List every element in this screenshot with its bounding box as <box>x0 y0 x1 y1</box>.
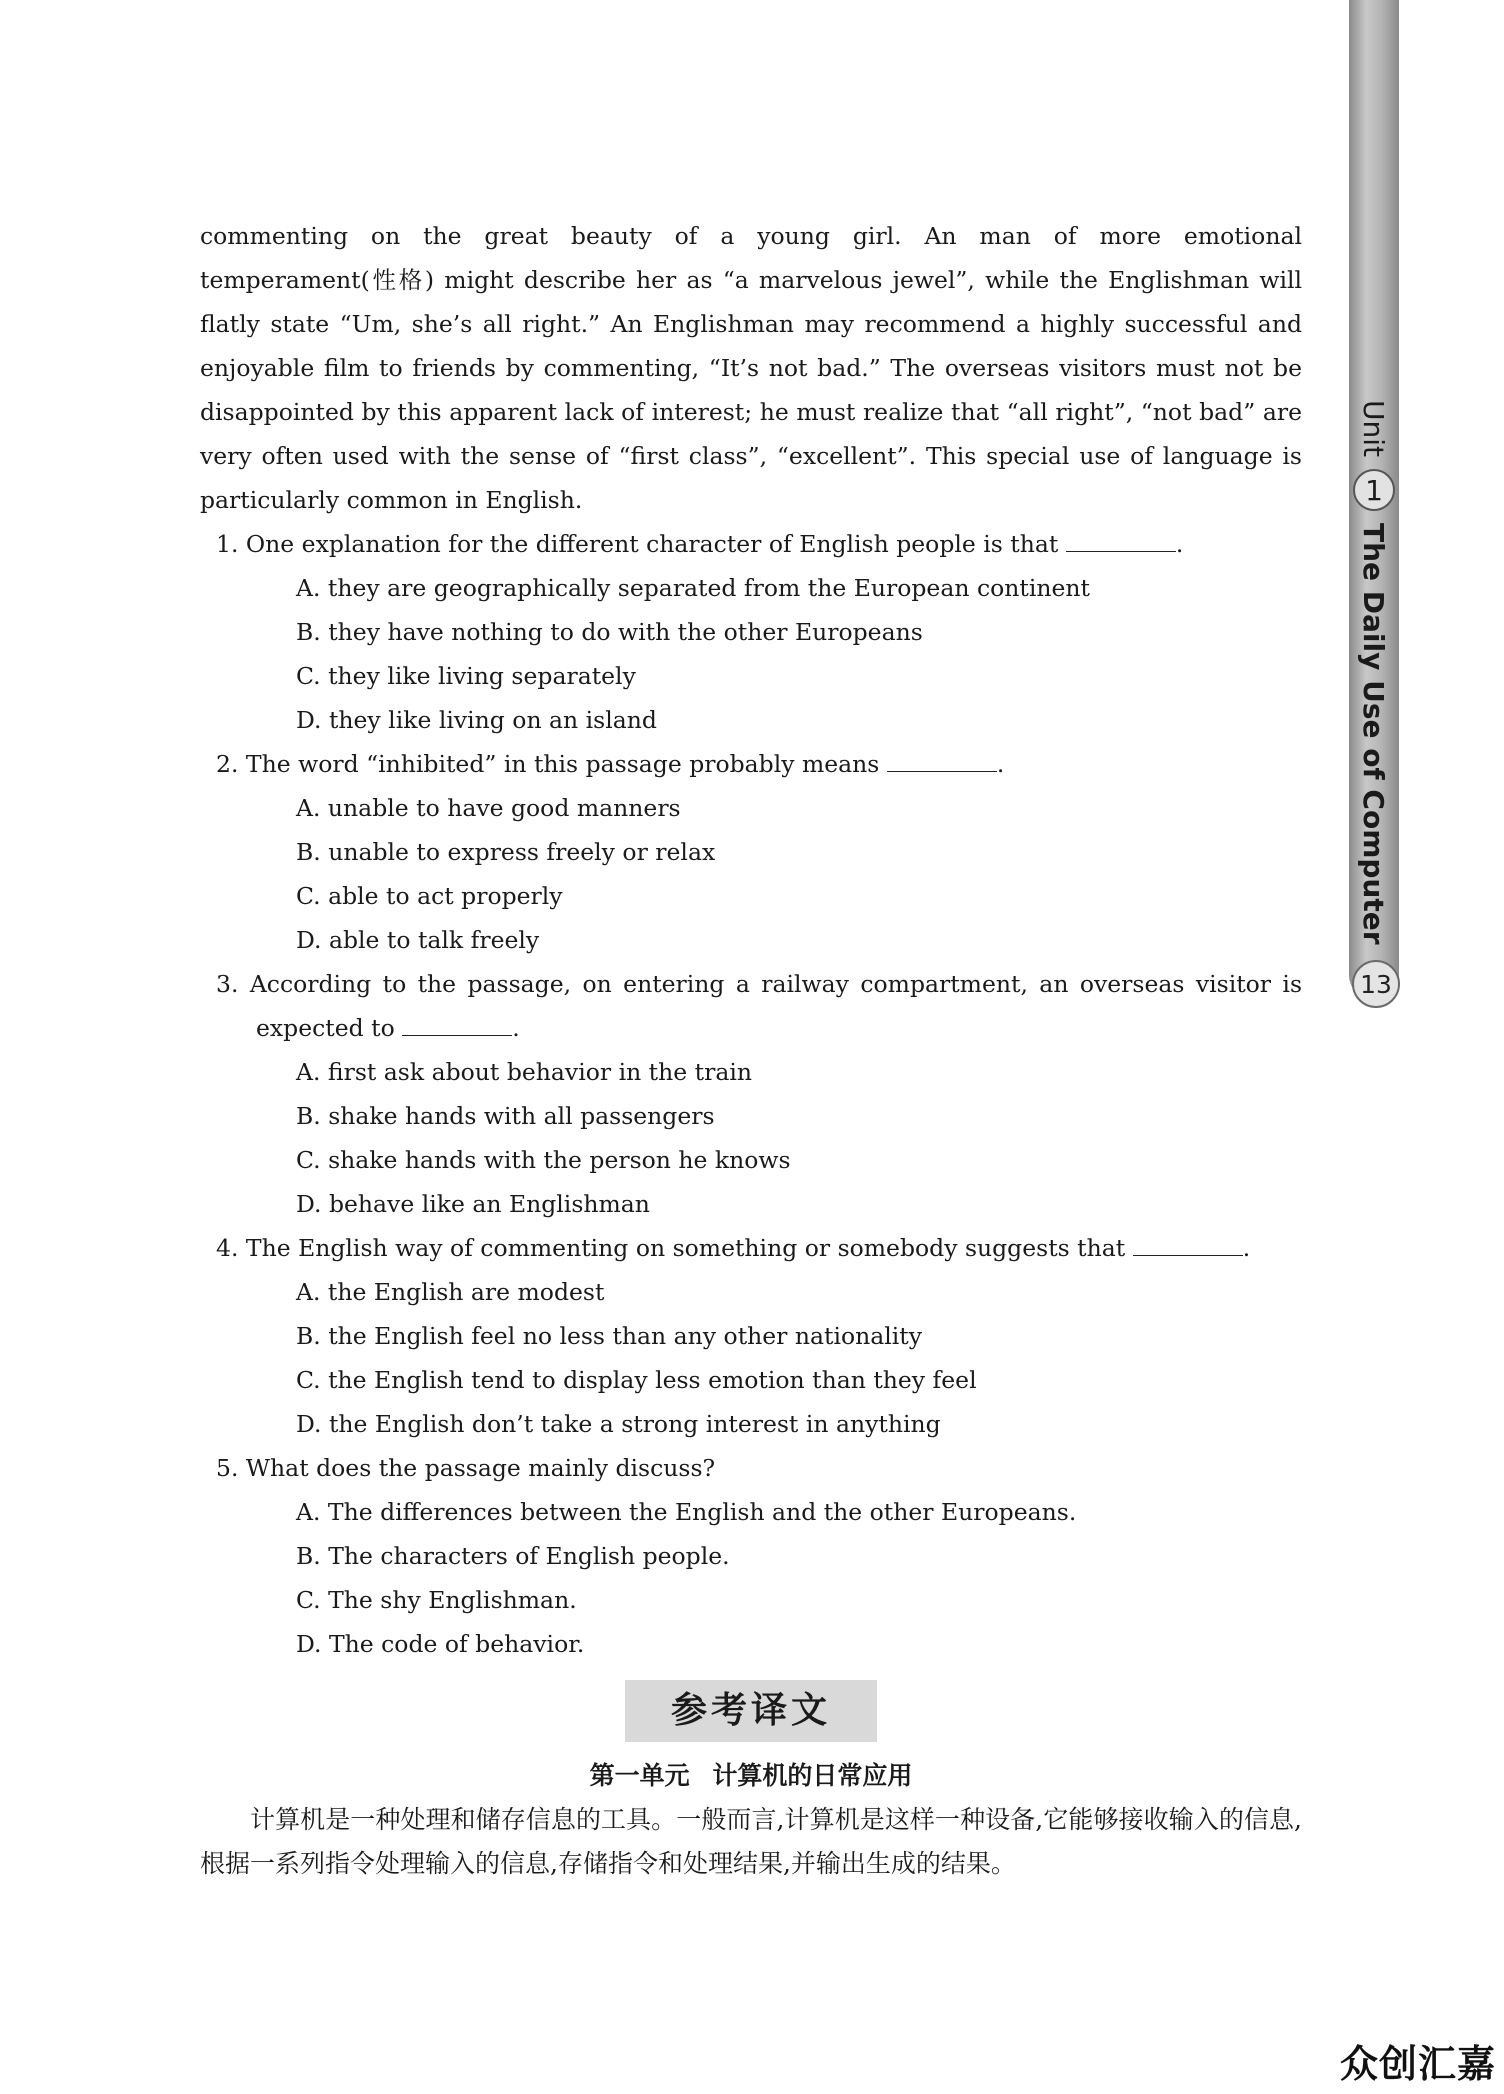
option: A. they are geographically separated from the European continent <box>296 574 1090 602</box>
option: B. they have nothing to do with the other Europeans <box>296 618 923 646</box>
answer-blank <box>887 745 997 772</box>
option: A. The differences between the English and the other Europeans. <box>296 1498 1077 1526</box>
translation-paragraph: 计算机是一种处理和储存信息的工具。一般而言,计算机是这样一种设备,它能够接收输入的信息,根据一系列指令处理输入的信息,存储指令和处理结果,并输出生成的结果。 <box>200 1805 1302 1878</box>
answer-blank <box>402 1009 512 1036</box>
option: D. the English don’t take a strong interest in anything <box>296 1410 941 1438</box>
translation-subheading: 第一单元 计算机的日常应用 <box>589 1761 913 1790</box>
unit-label <box>1353 400 1395 945</box>
question-stem: 3. According to the passage, on entering a railway compartment, an overseas visitor is expected to . <box>216 970 1302 1042</box>
translation-heading: 参考译文 <box>625 1680 877 1742</box>
question-list <box>200 522 1302 1666</box>
option: D. The code of behavior. <box>296 1630 585 1658</box>
answer-blank <box>1066 525 1176 552</box>
option: D. they like living on an island <box>296 706 657 734</box>
question-1 <box>200 522 1302 742</box>
passage-text: commenting on the great beauty of a young girl. An man of more emotional temperament(性格) might describe her as “a marvelous jewel”, while the Englishman will flatly state “Um, she’s all right.” An Englishman may recommend a highly successful and enjoyable film to friends by commenting, “It’s not bad.” The overseas visitors must not be disappointed by this apparent lack of interest; he must realize that “all right”, “not bad” are very often used with the sense of “first class”, “excellent”. This special use of language is particularly common in English. <box>200 222 1302 514</box>
question-3 <box>200 962 1302 1226</box>
option: C. The shy Englishman. <box>296 1586 577 1614</box>
question-stem: 4. The English way of commenting on something or somebody suggests that . <box>200 1226 1302 1270</box>
page-number: 13 <box>1352 960 1400 1008</box>
option: D. behave like an Englishman <box>296 1190 650 1218</box>
option: C. the English tend to display less emotion than they feel <box>296 1366 977 1394</box>
option: A. first ask about behavior in the train <box>296 1058 752 1086</box>
option: B. unable to express freely or relax <box>296 838 716 866</box>
option: A. the English are modest <box>296 1278 605 1306</box>
option: B. the English feel no less than any other nationality <box>296 1322 923 1350</box>
unit-word: Unit <box>1357 400 1391 457</box>
question-4 <box>200 1226 1302 1446</box>
option: A. unable to have good manners <box>296 794 681 822</box>
question-stem: 2. The word “inhibited” in this passage probably means . <box>200 742 1302 786</box>
page-content <box>200 214 1302 1886</box>
unit-number-badge: 1 <box>1353 469 1395 511</box>
question-2 <box>200 742 1302 962</box>
option: D. able to talk freely <box>296 926 540 954</box>
option: B. shake hands with all passengers <box>296 1102 715 1130</box>
option: C. shake hands with the person he knows <box>296 1146 791 1174</box>
option: C. they like living separately <box>296 662 636 690</box>
unit-title: The Daily Use of Computer <box>1357 523 1391 945</box>
answer-blank <box>1133 1229 1243 1256</box>
question-stem: 5. What does the passage mainly discuss? <box>216 1454 716 1482</box>
translation-heading-wrap <box>200 1680 1302 1742</box>
watermark-logo: 众创汇嘉 <box>1339 2042 1496 2086</box>
question-stem: 1. One explanation for the different character of English people is that . <box>200 522 1302 566</box>
question-5 <box>200 1446 1302 1666</box>
option: C. able to act properly <box>296 882 563 910</box>
option: B. The characters of English people. <box>296 1542 730 1570</box>
